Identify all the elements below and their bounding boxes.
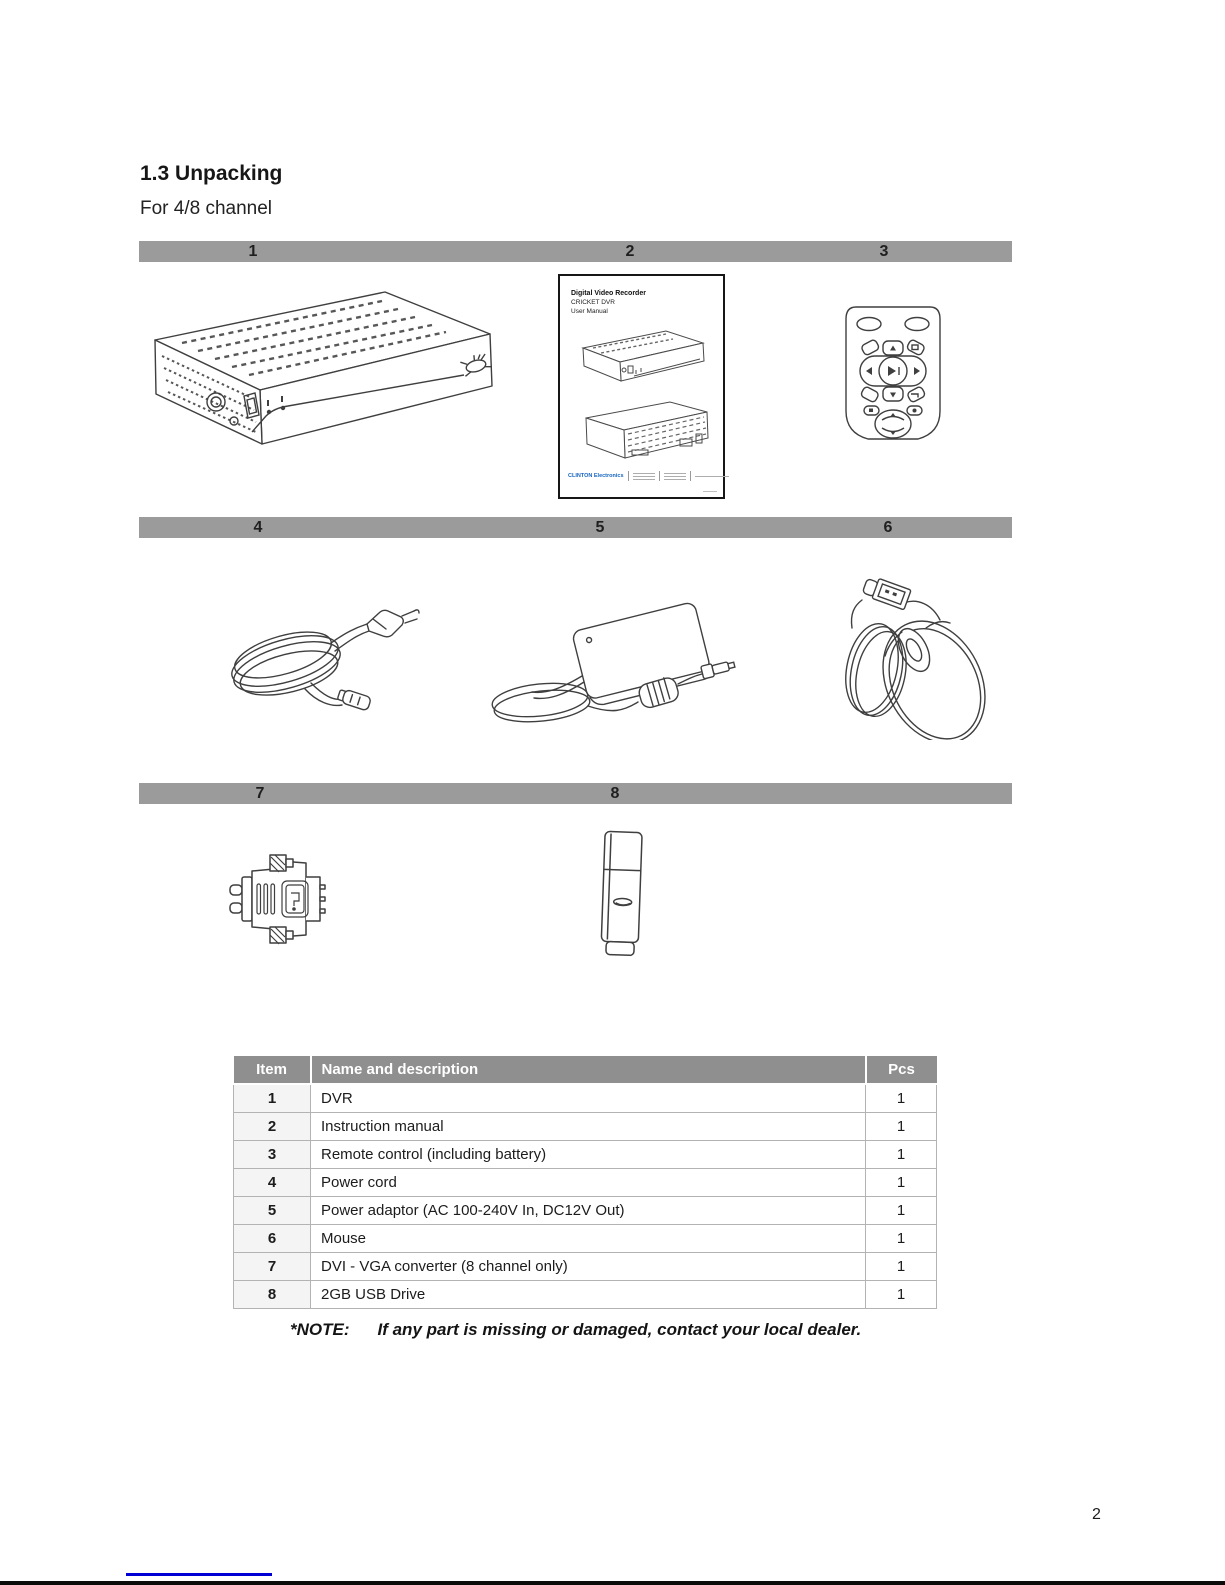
- page-number: 2: [1092, 1506, 1101, 1523]
- manual-cover-subtitle: User Manual: [571, 308, 608, 315]
- item-number-1: 1: [248, 243, 258, 260]
- dvr-drawing: [140, 282, 496, 454]
- cell-name: DVI - VGA converter (8 channel only): [311, 1253, 866, 1281]
- manual-doc-code: [703, 491, 717, 492]
- cell-item: 1: [234, 1084, 311, 1113]
- cell-pcs: 1: [866, 1197, 937, 1225]
- footer-website-line: [695, 476, 729, 477]
- instruction-manual-illustration: [558, 274, 725, 499]
- item-number-4: 4: [253, 519, 263, 536]
- cell-name: Remote control (including battery): [311, 1141, 866, 1169]
- table-row: [234, 1281, 937, 1309]
- manual-brand: CLINTON Electronics: [568, 473, 624, 479]
- cell-item: 6: [234, 1225, 311, 1253]
- usb-drive-illustration: [583, 822, 661, 964]
- page-bottom-edge: [0, 1581, 1225, 1585]
- item-number-3: 3: [879, 243, 889, 260]
- manual-cover-footer: [568, 471, 729, 481]
- cell-pcs: 1: [866, 1113, 937, 1141]
- col-header-item: Item: [234, 1056, 311, 1084]
- manual-cover-title: Digital Video Recorder: [571, 290, 646, 297]
- section-subtitle: For 4/8 channel: [140, 198, 273, 219]
- cell-pcs: 1: [866, 1084, 937, 1113]
- col-header-pcs: Pcs: [866, 1056, 937, 1084]
- power-adaptor-drawing: [462, 578, 747, 733]
- footer-divider: [628, 471, 629, 481]
- cell-name: DVR: [311, 1084, 866, 1113]
- manual-cover-model: CRICKET DVR: [571, 299, 615, 306]
- cell-pcs: 1: [866, 1253, 937, 1281]
- cell-pcs: 1: [866, 1141, 937, 1169]
- table-row: [234, 1169, 937, 1197]
- item-number-bar-1: [139, 241, 1012, 262]
- footer-divider: [659, 471, 660, 481]
- remote-control-illustration: [838, 303, 948, 448]
- cell-name: Power cord: [311, 1169, 866, 1197]
- note-text: If any part is missing or damaged, contact your local dealer.: [377, 1320, 862, 1339]
- cell-item: 7: [234, 1253, 311, 1281]
- cell-name: Power adaptor (AC 100-240V In, DC12V Out): [311, 1197, 866, 1225]
- item-number-5: 5: [595, 519, 605, 536]
- table-row: [234, 1084, 937, 1113]
- note-label: *NOTE:: [290, 1320, 350, 1339]
- manual-dvr-rear-drawing: [580, 396, 712, 466]
- note: [290, 1320, 861, 1340]
- cell-pcs: 1: [866, 1169, 937, 1197]
- item-number-2: 2: [625, 243, 635, 260]
- item-number-7: 7: [255, 785, 265, 802]
- cell-item: 5: [234, 1197, 311, 1225]
- power-adaptor-illustration: [462, 578, 747, 733]
- footer-phone-lines: [664, 473, 686, 480]
- item-number-8: 8: [610, 785, 620, 802]
- item-number-6: 6: [883, 519, 893, 536]
- power-cord-drawing: [193, 583, 448, 731]
- footer-address-lines: [633, 473, 655, 480]
- table-row: [234, 1225, 937, 1253]
- cell-item: 3: [234, 1141, 311, 1169]
- usb-drive-drawing: [583, 822, 661, 964]
- cell-pcs: 1: [866, 1225, 937, 1253]
- item-number-bar-2: [139, 517, 1012, 538]
- section-title: 1.3 Unpacking: [140, 162, 283, 185]
- manual-dvr-front-drawing: [578, 326, 708, 392]
- item-number-bar-3: [139, 783, 1012, 804]
- table-row: [234, 1253, 937, 1281]
- table-row: [234, 1141, 937, 1169]
- col-header-name: Name and description: [311, 1056, 866, 1084]
- table-header-row: [234, 1056, 937, 1084]
- manual-cover-text: [571, 289, 646, 316]
- packing-list-table: [233, 1056, 937, 1309]
- cell-item: 8: [234, 1281, 311, 1309]
- hyperlink-underline: [126, 1573, 272, 1576]
- dvi-vga-converter-drawing: [222, 843, 342, 955]
- table-row: [234, 1113, 937, 1141]
- cell-name: Instruction manual: [311, 1113, 866, 1141]
- mouse-drawing: [792, 570, 1010, 740]
- dvr-illustration: [140, 282, 496, 454]
- power-cord-illustration: [193, 583, 448, 731]
- cell-name: 2GB USB Drive: [311, 1281, 866, 1309]
- cell-item: 4: [234, 1169, 311, 1197]
- cell-name: Mouse: [311, 1225, 866, 1253]
- cell-item: 2: [234, 1113, 311, 1141]
- remote-drawing: [838, 303, 948, 448]
- dvi-vga-converter-illustration: [222, 843, 342, 955]
- footer-divider: [690, 471, 691, 481]
- mouse-illustration: [792, 570, 1010, 740]
- cell-pcs: 1: [866, 1281, 937, 1309]
- table-row: [234, 1197, 937, 1225]
